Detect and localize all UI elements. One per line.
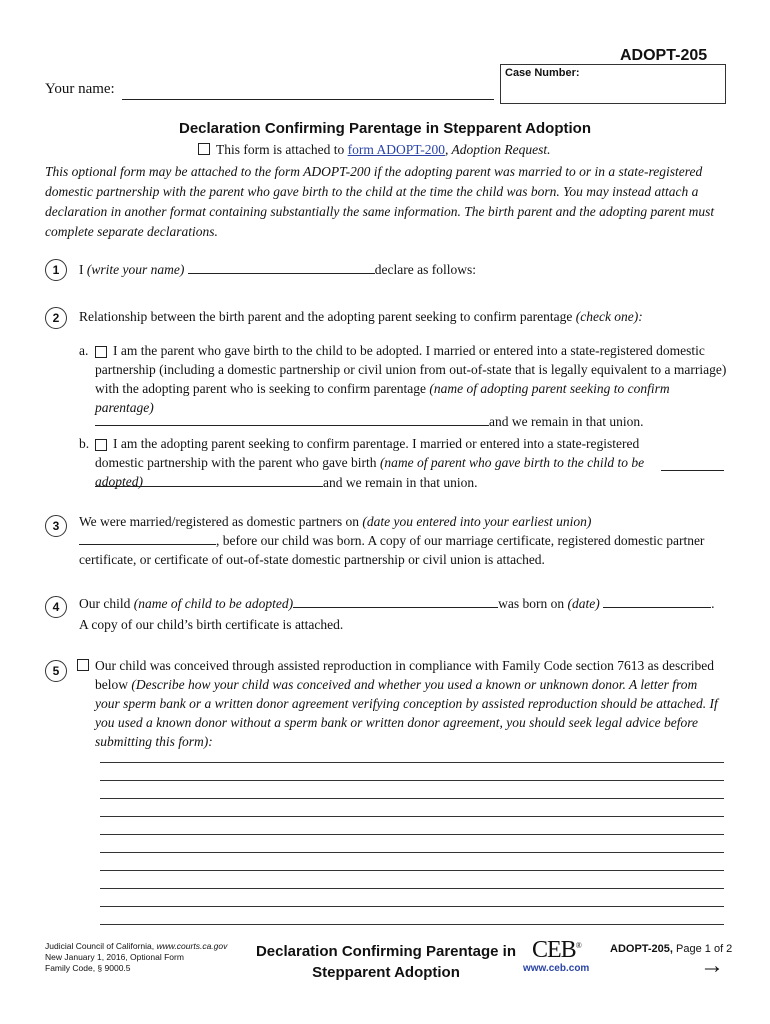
item-1-i: I [79,262,84,277]
page-title: Declaration Confirming Parentage in Stepparent Adoption [179,120,591,137]
item-2a-end: and we remain in that union. [489,414,644,429]
case-number-field[interactable] [500,64,726,104]
item-2-hint: (check one): [575,309,643,324]
item-3-comma: , [216,533,220,548]
form-id: ADOPT-205 [620,47,708,64]
footer-title-line-1: Declaration Confirming Parentage in [255,943,517,960]
birth-date-input[interactable] [603,595,711,608]
item-3-lead: We were married/registered as domestic partners [79,514,346,529]
item-3-hint: (date you entered into your earliest union) [362,514,592,529]
ceb-logo [532,937,581,964]
footer-title-line-2: Stepparent Adoption [312,964,460,981]
next-page-arrow-icon[interactable]: → [700,952,724,979]
item-3-text [79,512,727,569]
item-5-hint: (Describe how your child was conceived and whether you used a known or unknown donor. A letter from your sperm bank or a written donor agreement verifying conception by assisted reproduction should be attached. If you used a known donor without a sperm bank or written donor agreement, you should seek legal advice before submitting this form): [95,677,718,749]
declarant-name-input[interactable] [188,261,375,274]
item-2b-label: b. [79,436,90,451]
item-2-text [79,307,729,326]
page-form-id: ADOPT-205, [610,943,673,955]
item-number-3: 3 [45,515,67,537]
footer-title [250,941,522,983]
item-4-hint: (name of child to be adopted) [133,596,294,611]
item-2a-label: a. [79,343,89,358]
your-name-input[interactable] [122,99,494,100]
ceb-registered-mark: ® [575,941,581,950]
birth-parent-name-input-a[interactable] [661,458,724,471]
answer-line[interactable] [100,852,724,853]
attached-checkbox[interactable] [198,143,210,155]
intro-paragraph: This optional form may be attached to the form ADOPT-200 if the adopting parent was married to or in a state-registered domestic partnership with the parent who gave birth to the child at the time the child was born. You may instead attach a declaration in another format containing substantially the same information. The birth parent and the adopting parent must complete separate declarations. [45,164,715,239]
footer-line-3: Family Code, § 9000.5 [45,963,131,973]
item-4-born: was born on [498,596,568,611]
case-number-label: Case Number: [505,67,580,79]
item-1-text [79,260,476,279]
courts-url: www.courts.ca.gov [156,941,228,951]
item-2a-hint: (name of adopting parent seeking to confirm parentage) [95,381,670,415]
attached-prefix: This form is attached to [216,142,348,157]
item-2b-hint: (name of parent who gave birth to the child to be adopted) [95,455,645,489]
item-number-5: 5 [45,660,67,682]
your-name-label: Your name: [45,81,115,97]
child-name-input[interactable] [293,595,498,608]
item-number-2: 2 [45,307,67,329]
form-adopt-200-link[interactable]: form ADOPT-200 [347,142,445,157]
item-4-text [79,594,729,613]
item-2b-end-line [95,473,477,492]
item-1-after: declare as follows: [374,262,476,277]
item-3-rest: before our child was born. A copy of our marriage certificate, registered domestic partner certificate, or certificate of out-of-state domestic partnership or civil union is attached. [79,533,705,567]
answer-line[interactable] [100,888,724,889]
answer-line[interactable] [100,870,724,871]
item-2a-text [95,341,727,417]
item-2a-body: I am the parent who gave birth to the child to be adopted. I married or entered into a state-registered domestic partnership (including a domestic partnership or civil union from out-of-state that is legally equivalent to a marriage) with the adopting parent who is seeking to confirm parentage [95,343,727,396]
union-date-input[interactable] [79,532,216,545]
attached-suffix: , Adoption Request. [444,142,551,157]
ceb-logo-text: CEB [532,937,576,963]
item-number-4: 4 [45,596,67,618]
item-5-checkbox[interactable] [77,659,89,671]
item-4-period: . [711,596,715,611]
footer-line-1 [45,941,227,952]
item-number-1: 1 [45,259,67,281]
answer-line[interactable] [100,816,724,817]
ceb-url: www.ceb.com [523,963,590,974]
item-4-lead: Our child [79,596,134,611]
item-2-lead: Relationship between the birth parent and the adopting parent seeking to confirm parentage [79,309,576,324]
item-3-on: on [345,514,363,529]
item-4-date-hint: (date) [567,596,600,611]
answer-line[interactable] [100,924,724,925]
attached-line [198,142,550,158]
item-4-line2: A copy of our child’s birth certificate is attached. [79,617,344,632]
birth-parent-name-input-b[interactable] [95,474,323,487]
item-1-hint: (write your name) [86,262,185,277]
footer-council: Judicial Council of California, [45,941,157,951]
answer-line[interactable] [100,906,724,907]
page-number: Page 1 of 2 [676,943,733,955]
answer-line[interactable] [100,834,724,835]
item-2b-body: I am the adopting parent seeking to confirm parentage. I married or entered into a state-registered domestic partnership with the parent who gave birth [95,436,640,470]
footer-line-2: New January 1, 2016, Optional Form [45,952,184,962]
item-2b-end: and we remain in that union. [323,475,478,490]
item-5-body: Our child was conceived through assisted reproduction in compliance with Family Code section 7613 as described below [95,658,714,692]
answer-line[interactable] [100,798,724,799]
answer-line[interactable] [100,780,724,781]
item-2a-end-line [95,412,643,431]
answer-line[interactable] [100,762,724,763]
item-5-text [95,656,725,751]
adopting-parent-name-input[interactable] [95,413,489,426]
footer-info [45,941,227,974]
